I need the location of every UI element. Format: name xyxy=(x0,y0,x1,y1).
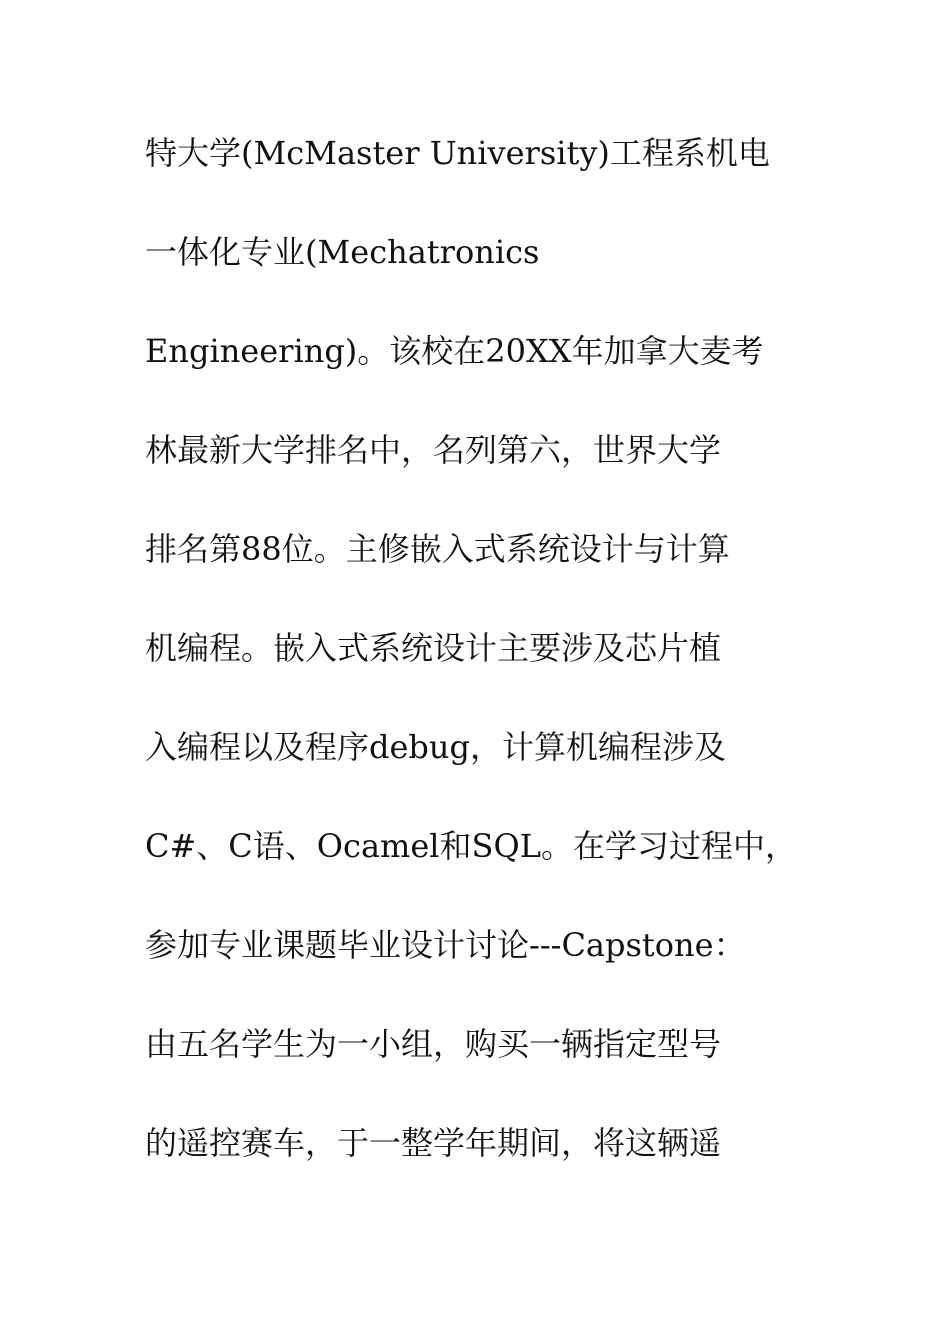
text-line: 由五名学生为一小组，购买一辆指定型号 xyxy=(145,1025,722,1063)
text-line: 排名第88位。主修嵌入式系统设计与计算 xyxy=(145,530,730,568)
text-line: 特大学(McMaster University)工程系机电 xyxy=(145,134,770,172)
text-line: Engineering)。该校在20XX年加拿大麦考 xyxy=(145,332,764,370)
text-line: 一体化专业(Mechatronics xyxy=(145,233,540,271)
text-line: 机编程。嵌入式系统设计主要涉及芯片植 xyxy=(145,629,722,667)
text-line: 参加专业课题毕业设计讨论---Capstone： xyxy=(145,926,746,964)
text-line: 入编程以及程序debug，计算机编程涉及 xyxy=(145,728,727,766)
text-line: 林最新大学排名中，名列第六，世界大学 xyxy=(145,431,722,469)
text-line: C#、C语、Ocamel和SQL。在学习过程中， xyxy=(145,827,797,865)
text-line: 的遥控赛车，于一整学年期间，将这辆遥 xyxy=(145,1124,722,1162)
